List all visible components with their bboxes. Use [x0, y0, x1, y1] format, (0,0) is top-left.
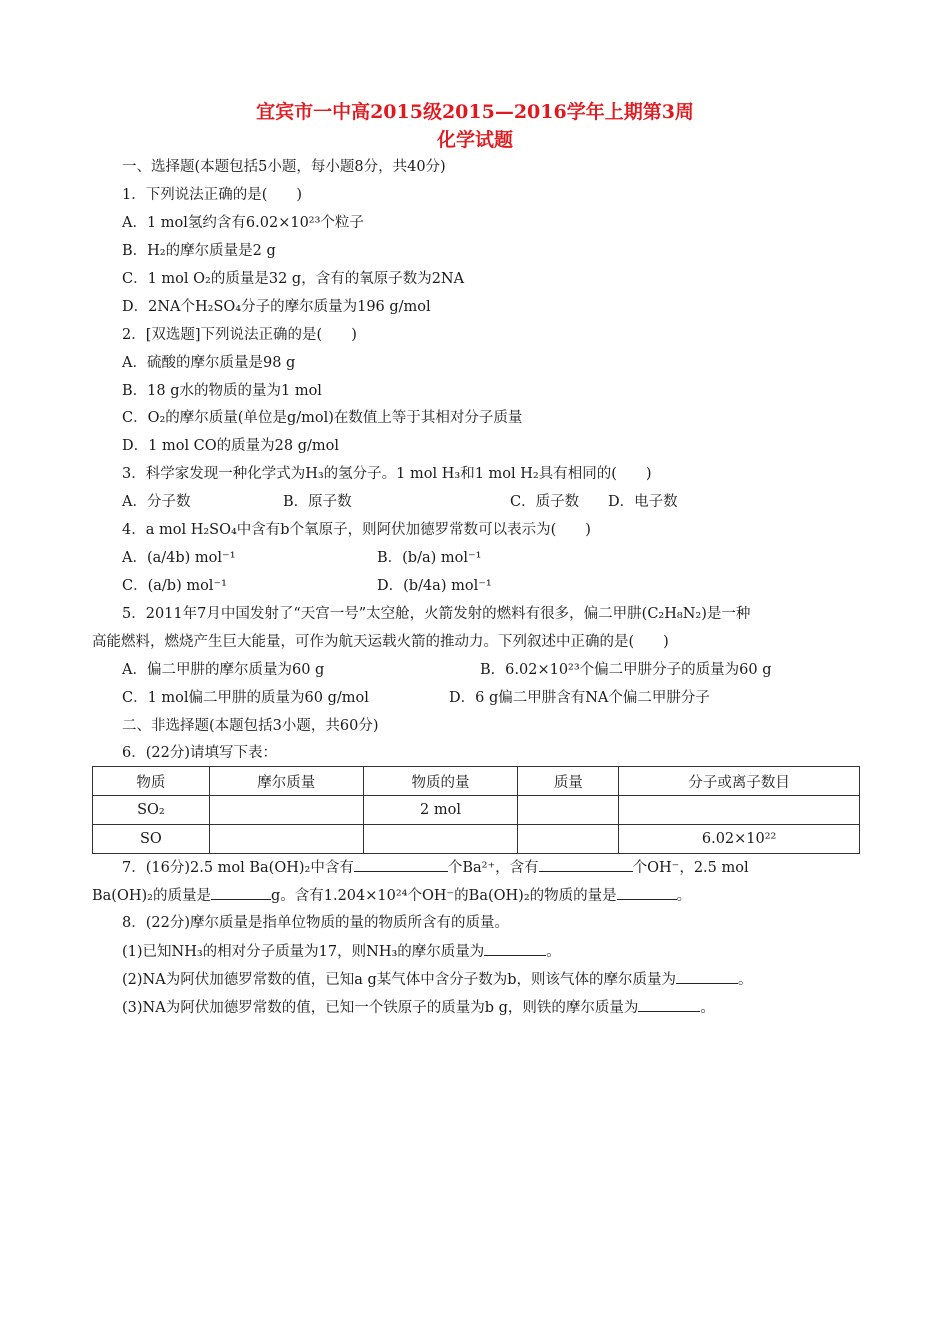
- table-cell-blank: [518, 825, 619, 854]
- q7-text: g。含有1.204×10²⁴个OH⁻的Ba(OH)₂的物质的量是: [270, 888, 617, 904]
- q2-option-b: B．18 g水的物质的量为1 mol: [122, 383, 322, 399]
- q5-option-a: A．偏二甲肼的摩尔质量为60 g: [122, 662, 325, 678]
- section2-heading: 二、非选择题(本题包括3小题，共60分): [122, 718, 379, 734]
- page-subtitle: 化学试题: [436, 129, 513, 151]
- table-header-row: [93, 767, 860, 796]
- q7-text: 个Ba²⁺，含有: [447, 860, 539, 876]
- q2-option-c: C．O₂的摩尔质量(单位是g/mol)在数值上等于其相对分子质量: [122, 410, 523, 426]
- q8-text: (2)NA为阿伏加德罗常数的值，已知a g某气体中含分子数为b，则该气体的摩尔质量为: [122, 972, 677, 988]
- q3-option-b: B．原子数: [283, 494, 352, 510]
- table-header-cell: 摩尔质量: [209, 767, 363, 796]
- q2-option-a: A．硫酸的摩尔质量是98 g: [122, 355, 296, 371]
- q3-stem: 3．科学家发现一种化学式为H₃的氢分子。1 mol H₃和1 mol H₂具有相同的( ): [122, 466, 652, 482]
- q5-option-b: B．6.02×10²³个偏二甲肼分子的质量为60 g: [480, 662, 772, 678]
- q1-option-a: A．1 mol氢约含有6.02×10²³个粒子: [122, 215, 364, 231]
- answer-blank[interactable]: [617, 885, 677, 900]
- q1-option-d: D．2NA个H₂SO₄分子的摩尔质量为196 g/mol: [122, 299, 431, 315]
- q3-option-d: D．电子数: [608, 494, 678, 510]
- table-header-cell: 物质的量: [363, 767, 518, 796]
- q5-stem-line2: 高能燃料，燃烧产生巨大能量，可作为航天运载火箭的推动力。下列叙述中正确的是( ): [92, 634, 669, 650]
- q2-option-d: D．1 mol CO的质量为28 g/mol: [122, 438, 340, 454]
- q8-text: 。: [700, 1000, 715, 1016]
- table-cell-blank: [363, 825, 518, 854]
- q6-stem: 6．(22分)请填写下表：: [122, 745, 277, 761]
- section1-heading: 一、选择题(本题包括5小题，每小题8分，共40分): [122, 159, 446, 175]
- q7-text: 个OH⁻，2.5 mol: [632, 860, 749, 876]
- q7-line1: [122, 857, 749, 878]
- q6-table: [92, 766, 860, 854]
- table-cell: 2 mol: [363, 796, 518, 825]
- q8-part1: [122, 941, 561, 962]
- q4-option-a: A．(a/4b) mol⁻¹: [122, 550, 236, 566]
- table-cell-blank: [209, 796, 363, 825]
- q4-option-c: C．(a/b) mol⁻¹: [122, 578, 227, 594]
- q3-option-a: A．分子数: [122, 494, 191, 510]
- q1-option-b: B．H₂的摩尔质量是2 g: [122, 243, 276, 259]
- q8-text: (1)已知NH₃的相对分子质量为17，则NH₃的摩尔质量为: [122, 944, 485, 960]
- table-cell-blank: [209, 825, 363, 854]
- q1-stem: 1．下列说法正确的是( ): [122, 187, 303, 203]
- answer-blank[interactable]: [484, 941, 546, 956]
- q5-option-c: C．1 mol偏二甲肼的质量为60 g/mol: [122, 690, 369, 706]
- table-row: [93, 796, 860, 825]
- q7-text: Ba(OH)₂的质量是: [92, 888, 211, 904]
- q7-text: 7．(16分)2.5 mol Ba(OH)₂中含有: [122, 860, 354, 876]
- table-cell: SO: [93, 825, 210, 854]
- table-cell-blank: [518, 796, 619, 825]
- q3-option-c: C．质子数: [510, 494, 580, 510]
- q8-text: 。: [546, 944, 561, 960]
- q4-option-b: B．(b/a) mol⁻¹: [377, 550, 482, 566]
- q5-stem-line1: 5．2011年7月中国发射了“天宫一号”太空舱，火箭发射的燃料有很多，偏二甲肼(C₂H₈N₂)是一种: [122, 606, 751, 622]
- answer-blank[interactable]: [211, 885, 271, 900]
- q4-stem: 4．a mol H₂SO₄中含有b个氧原子，则阿伏加德罗常数可以表示为( ): [122, 522, 591, 538]
- table-cell: SO₂: [93, 796, 210, 825]
- table-header-cell: 物质: [93, 767, 210, 796]
- q7-line2: [92, 885, 691, 906]
- q8-text: 。: [738, 972, 753, 988]
- answer-blank[interactable]: [354, 857, 448, 872]
- answer-blank[interactable]: [539, 857, 633, 872]
- table-cell-blank: [619, 796, 860, 825]
- q5-option-d: D．6 g偏二甲肼含有NA个偏二甲肼分子: [449, 690, 710, 706]
- q1-option-c: C．1 mol O₂的质量是32 g，含有的氧原子数为2NA: [122, 271, 465, 287]
- q8-part3: [122, 997, 715, 1018]
- table-header-cell: 分子或离子数目: [619, 767, 860, 796]
- q8-part2: [122, 969, 753, 990]
- q4-option-d: D．(b/4a) mol⁻¹: [377, 578, 492, 594]
- table-header-cell: 质量: [518, 767, 619, 796]
- page-title: 宜宾市一中高2015级2015—2016学年上期第3周: [256, 101, 694, 123]
- table-row: [93, 825, 860, 854]
- q8-stem: 8．(22分)摩尔质量是指单位物质的量的物质所含有的质量。: [122, 915, 509, 931]
- q7-text: 。: [676, 888, 692, 904]
- q2-stem: 2．[双选题]下列说法正确的是( ): [122, 327, 357, 343]
- answer-blank[interactable]: [638, 997, 700, 1012]
- table-cell: 6.02×10²²: [619, 825, 860, 854]
- q8-text: (3)NA为阿伏加德罗常数的值，已知一个铁原子的质量为b g，则铁的摩尔质量为: [122, 1000, 639, 1016]
- answer-blank[interactable]: [676, 969, 738, 984]
